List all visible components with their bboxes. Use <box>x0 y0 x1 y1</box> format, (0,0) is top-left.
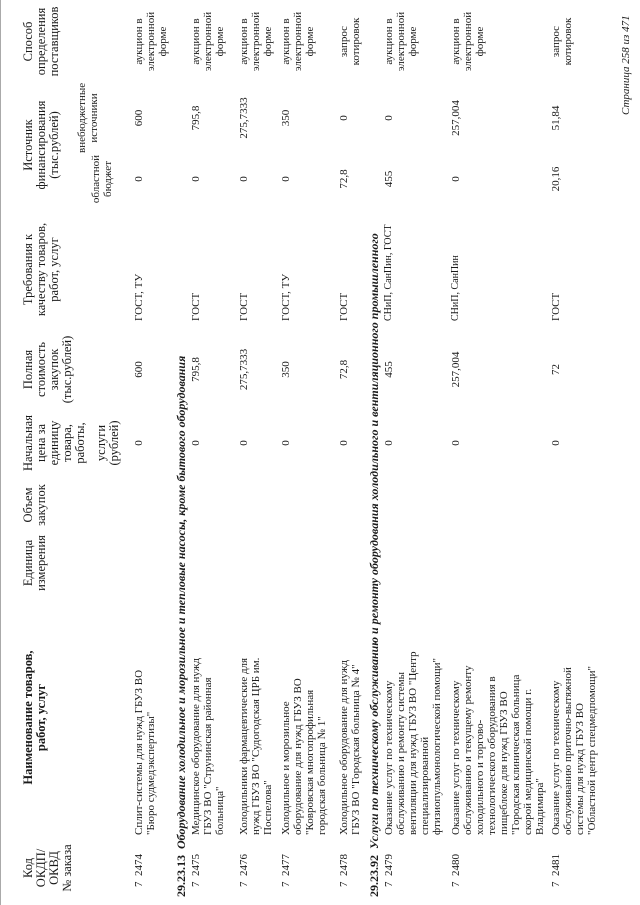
row-2477-name: Холодильное и морозильное оборудование для нужд ГБУЗ ВО "Ковровская многопрофильная городская больница № 1" <box>280 678 328 835</box>
row-2479-price: 0 <box>383 440 395 446</box>
header-funding-extra: внебюджетные источники <box>76 82 100 153</box>
row-2475-method: аукцион в электронной форме <box>190 11 226 72</box>
row-2474-requirements: ГОСТ, ТУ <box>133 273 145 321</box>
row-2476-price: 0 <box>238 440 250 446</box>
row-2474-method: аукцион в электронной форме <box>133 11 169 72</box>
row-2477-price: 0 <box>280 440 292 446</box>
row-2480-price: 0 <box>450 440 462 446</box>
row-2475-price: 0 <box>190 440 202 446</box>
row-2480-code: 7 2480 <box>450 854 462 887</box>
row-2478-extra: 0 <box>338 115 350 121</box>
row-2480-method: аукцион в электронной форме <box>450 11 486 72</box>
row-2480-requirements: СНиП, СанПин <box>450 255 461 321</box>
header-price: Начальная цена за единицу товара, работы, услуги (рублей) <box>21 415 121 471</box>
row-2481-total: 72 <box>550 364 562 375</box>
header-requirements: Требования к качеству товаров, работ, услуг <box>21 222 61 317</box>
row-2475-name: Медицинское оборудование для нужд ГБУЗ ВО "Струнинская районная больница" <box>190 658 226 835</box>
row-2480-name: Оказание услуг по техническому обслуживанию и текущему ремонту холодильного и торгово- технологического оборудования в пищеблоке для нужд ГБУЗ ВО "Городская клиническая больница скорой медицинской помощи г. Владимира" <box>450 665 546 835</box>
row-2478-price: 0 <box>338 440 350 446</box>
header-volume: Объем закупок <box>21 484 48 526</box>
row-2474-price: 0 <box>133 440 145 446</box>
row-2480-regional: 0 <box>450 176 462 182</box>
section-heading-29-23-92: 29.23.92Услуги по техническому обслуживанию и ремонту оборудования холодильного и вентиляционного промышленного <box>367 233 381 897</box>
row-2480-extra: 257,004 <box>450 100 462 136</box>
row-2481-method: запрос котировок <box>550 17 574 66</box>
row-2476-regional: 0 <box>238 176 250 182</box>
row-2474-extra: 600 <box>133 109 145 127</box>
row-2474-total: 600 <box>133 361 145 378</box>
header-unit: Единица измерения <box>21 535 48 591</box>
header-total: Полная стоимость закупок (тыс.рублей) <box>21 335 74 404</box>
row-2479-regional: 455 <box>383 170 395 188</box>
row-2474-regional: 0 <box>133 176 145 182</box>
row-2474-name: Сплит-системы для нужд ГБУЗ ВО "Бюро судмедэкспертизы" <box>133 669 157 835</box>
row-2479-requirements: СНиП, СанПин, ГОСТ <box>383 224 394 321</box>
row-2477-method: аукцион в электронной форме <box>280 11 316 72</box>
row-2475-extra: 795,8 <box>190 105 202 131</box>
row-2479-method: аукцион в электронной форме <box>383 11 419 72</box>
row-2476-total: 275,7333 <box>238 348 250 391</box>
page-number: Страница 258 из 471 <box>620 15 632 115</box>
row-2474-code: 7 2474 <box>133 854 145 887</box>
row-2475-code: 7 2475 <box>190 854 202 887</box>
row-2481-regional: 20,16 <box>550 166 562 192</box>
row-2481-requirements: ГОСТ <box>550 292 562 321</box>
row-2481-code: 7 2481 <box>550 854 562 887</box>
row-2477-code: 7 2477 <box>280 854 292 887</box>
header-funding: Источник финансирования (тыс.рублей) <box>21 100 61 190</box>
header-code: Код ОКДП/ ОКВД № заказа <box>21 844 74 892</box>
row-2476-requirements: ГОСТ <box>238 292 250 321</box>
row-2477-requirements: ГОСТ, ТУ <box>280 273 292 321</box>
row-2476-name: Холодильники фармацевтические для нужд ГБУЗ ВО "Судогодская ЦРБ им. Поспелова" <box>238 657 274 835</box>
row-2479-extra: 0 <box>383 115 395 121</box>
row-2477-total: 350 <box>280 361 292 378</box>
page-top-edge <box>0 0 5 905</box>
row-2476-code: 7 2476 <box>238 854 250 887</box>
row-2481-extra: 51,84 <box>550 105 562 131</box>
row-2478-requirements: ГОСТ <box>338 292 350 321</box>
row-2475-regional: 0 <box>190 176 202 182</box>
row-2475-total: 795,8 <box>190 357 202 382</box>
row-2481-name: Оказание услуг по техническому обслуживанию приточно-вытяжной системы для нужд ГБУЗ ВО "Областной центр спецмедпомощи" <box>550 665 598 835</box>
row-2479-name: Оказание услуг по техническому обслуживанию и ремонту системы вентиляции для нужд ГБУЗ ВО "Центр специализированной фтизиопульмонологической помощи" <box>383 651 443 835</box>
row-2476-extra: 275,7333 <box>238 97 250 139</box>
section-heading-29-23-13: 29.23.13Оборудование холодильное и морозильное и тепловые насосы, кроме бытового оборудования <box>174 355 188 897</box>
header-method: Способ определения поставщиков <box>21 6 61 77</box>
header-funding-regional: областной бюджет <box>90 154 114 204</box>
row-2477-extra: 350 <box>280 109 292 127</box>
row-2478-name: Холодильное оборудование для нужд ГБУЗ ВО "Городская больница № 4" <box>338 660 362 835</box>
row-2478-total: 72,8 <box>338 359 350 380</box>
row-2479-code: 7 2479 <box>383 854 395 887</box>
row-2480-total: 257,004 <box>450 351 462 388</box>
header-name: Наименование товаров, работ, услуг <box>21 650 48 785</box>
row-2475-requirements: ГОСТ <box>190 292 202 321</box>
row-2478-regional: 72,8 <box>338 169 350 189</box>
row-2477-regional: 0 <box>280 176 292 182</box>
row-2479-total: 455 <box>383 361 395 378</box>
row-2478-method: запрос котировок <box>338 17 362 66</box>
row-2481-price: 0 <box>550 440 562 446</box>
row-2478-code: 7 2478 <box>338 854 350 887</box>
row-2476-method: аукцион в электронной форме <box>238 11 274 72</box>
